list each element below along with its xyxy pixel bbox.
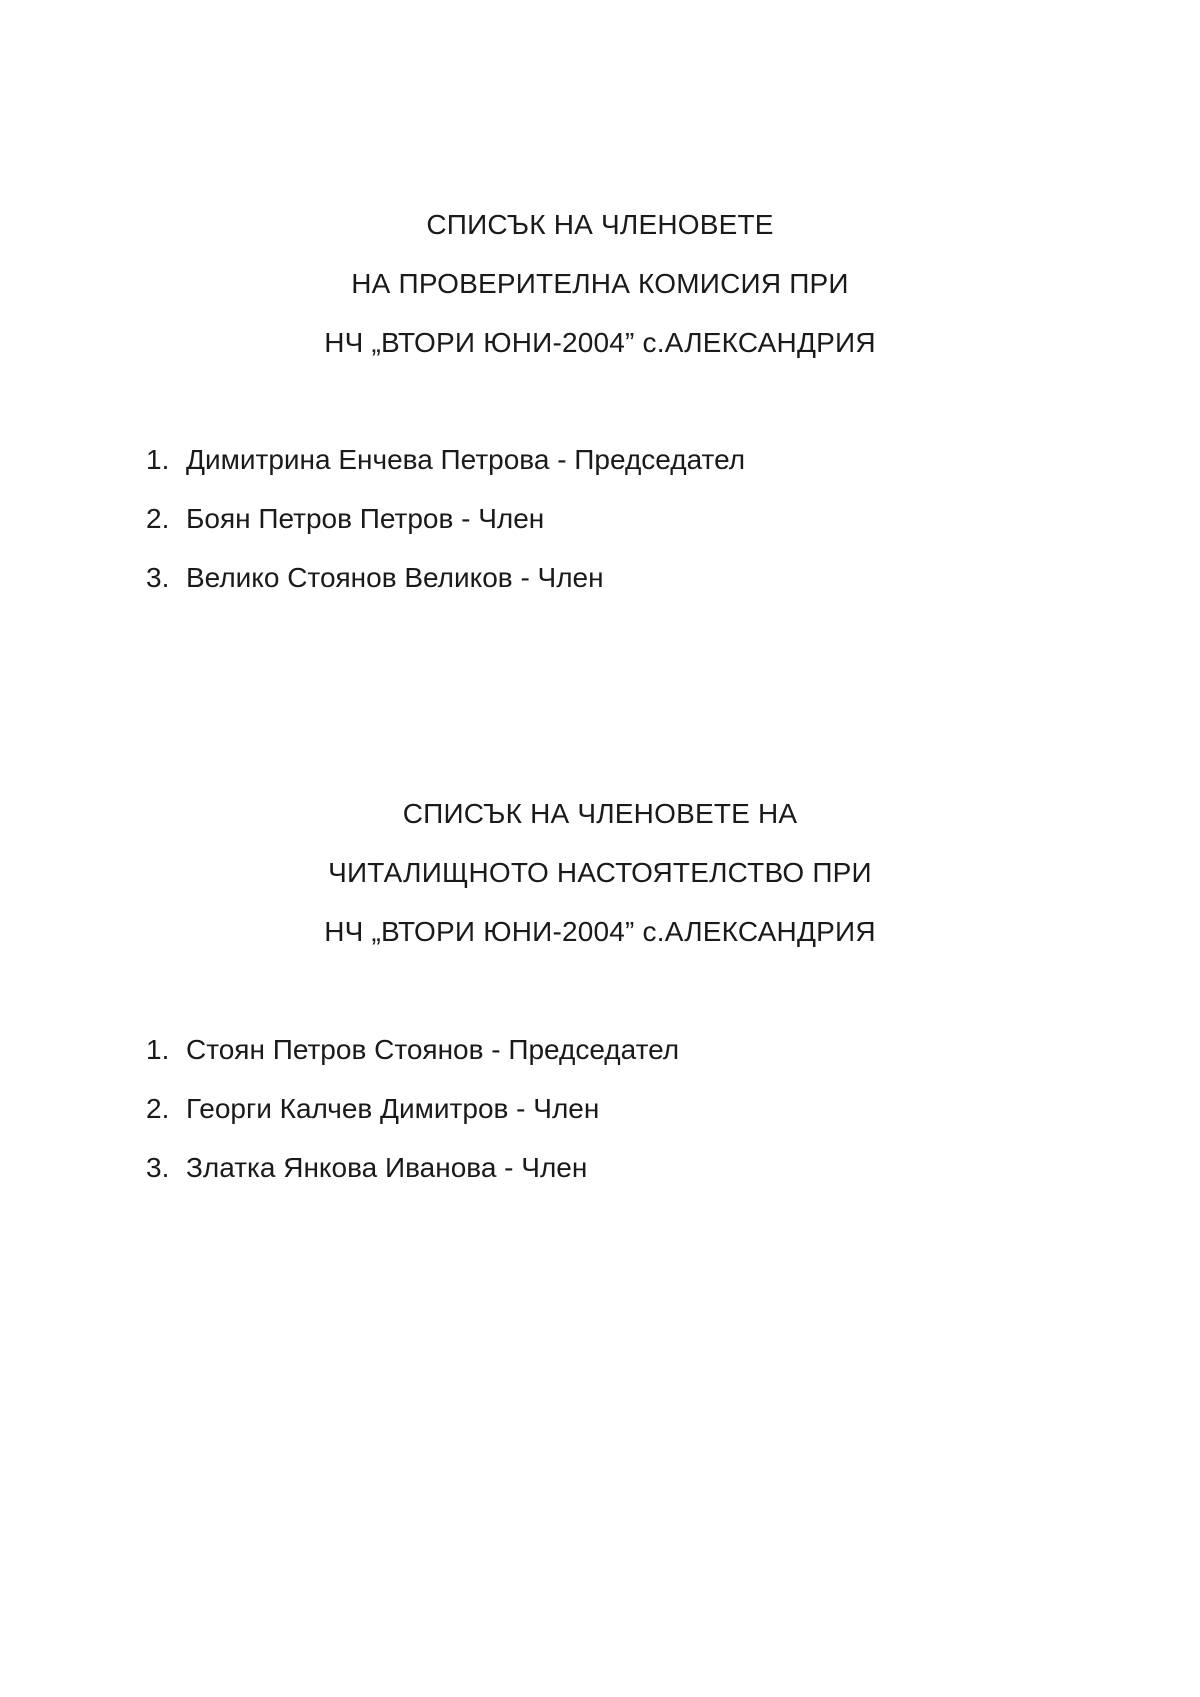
section-2-heading-line-2: ЧИТАЛИЩНОТО НАСТОЯТЕЛСТВО ПРИ (328, 857, 872, 888)
list-item (146, 1151, 587, 1185)
list-item (146, 443, 745, 477)
list-item-number: 3. (146, 562, 170, 593)
section-1-heading-line-2: НА ПРОВЕРИТЕЛНА КОМИСИЯ ПРИ (351, 268, 849, 299)
list-item-text: Велико Стоянов Великов - Член (186, 562, 604, 593)
list-item-text: Стоян Петров Стоянов - Председател (186, 1034, 680, 1065)
section-1-heading-line-3: НЧ „ВТОРИ ЮНИ-2004” с.АЛЕКСАНДРИЯ (324, 327, 876, 358)
section-2-heading-line-3: НЧ „ВТОРИ ЮНИ-2004” с.АЛЕКСАНДРИЯ (324, 916, 876, 947)
section-1-heading-line-1: СПИСЪК НА ЧЛЕНОВЕТЕ (426, 209, 774, 240)
list-item-text: Боян Петров Петров - Член (186, 503, 545, 534)
list-item-number: 2. (146, 1093, 170, 1124)
list-item-text: Димитрина Енчева Петрова - Председател (186, 444, 746, 475)
section-2-heading-line-1: СПИСЪК НА ЧЛЕНОВЕТЕ НА (402, 798, 798, 829)
list-item (146, 1033, 679, 1067)
list-item (146, 502, 544, 536)
list-item-text: Златка Янкова Иванова - Член (186, 1152, 588, 1183)
list-item-text: Георги Калчев Димитров - Член (186, 1093, 600, 1124)
list-item-number: 1. (146, 1034, 170, 1065)
list-item (146, 1092, 599, 1126)
list-item (146, 561, 604, 595)
list-item-number: 3. (146, 1152, 170, 1183)
list-item-number: 2. (146, 503, 170, 534)
list-item-number: 1. (146, 444, 170, 475)
